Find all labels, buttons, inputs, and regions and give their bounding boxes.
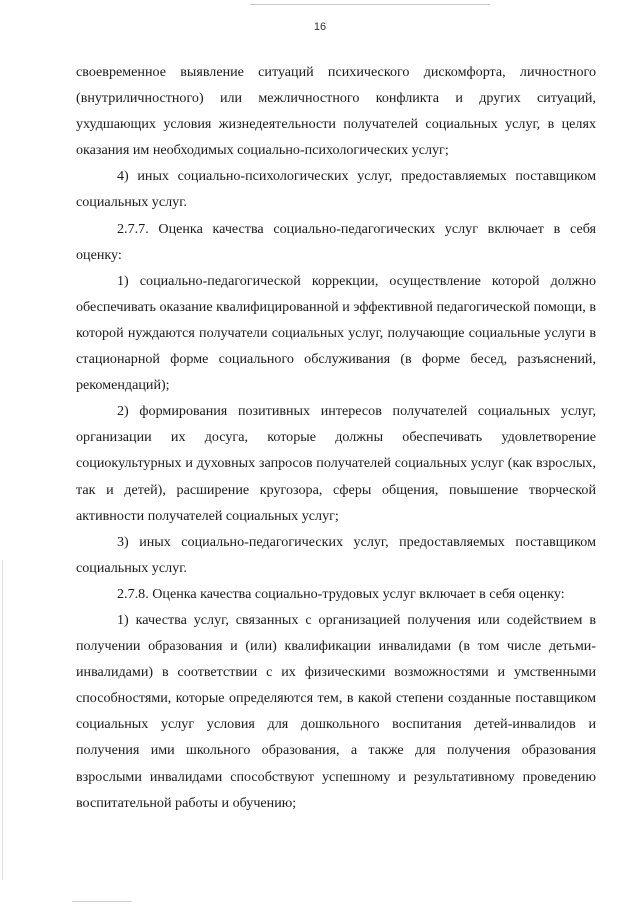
page-number: 16 [313, 21, 327, 33]
top-scan-edge [250, 4, 490, 5]
paragraph-item-1-labor: 1) качества услуг, связанных с организацией получения или содействием в получении образования и (или) квалификации инвалидами (в том числе детьми-инвалидами) в соответствии с их физическими возможностями и умственными способностями, которые определяются тем, в какой степени созданные поставщиком социальных услуг условия для дошкольного воспитания детей-инвалидов и получения ими школьного образования, а также для получения образования взрослыми инвалидами способствуют успешному и результативному проведению воспитательной работы и обучению; [76, 611, 596, 811]
paragraph-section-2-7-7: 2.7.7. Оценка качества социально-педагогических услуг включает в себя оценку: [76, 220, 596, 263]
paragraph-section-2-7-8: 2.7.8. Оценка качества социально-трудовых услуг включает в себя оценку: [117, 585, 565, 602]
paragraph-item-4: 4) иных социально-психологических услуг, предоставляемых поставщиком социальных услуг. [76, 168, 596, 211]
document-body [76, 59, 596, 816]
paragraph-item-1-pedagogical: 1) социально-педагогической коррекции, осуществление которой должно обеспечивать оказание квалифицированной и эффективной педагогической помощи, в которой нуждаются получатели социальных услуг, получающие социальные услуги в стационарной форме социального обслуживания (в форме бесед, разъяснений, рекомендаций); [76, 272, 596, 394]
left-scan-edge [2, 560, 3, 880]
paragraph-continuation: своевременное выявление ситуаций психического дискомфорта, личностного (внутриличностного) или межличностного конфликта и других ситуаций, ухудшающих условия жизнедеятельности получателей социальных услуг, в целях оказания им необходимых социально-психологических услуг; [76, 64, 596, 159]
bottom-scan-mark [72, 901, 132, 902]
paragraph-item-2-pedagogical: 2) формирования позитивных интересов получателей социальных услуг, организации их досуга, которые должны обеспечивать удовлетворение социокультурных и духовных запросов получателей социальных услуг (как взрослых, так и детей), расширение кругозора, сферы общения, повышение творческой активности получателей социальных услуг; [76, 403, 596, 524]
paragraph-item-3-pedagogical: 3) иных социально-педагогических услуг, предоставляемых поставщиком социальных услуг. [76, 533, 596, 576]
